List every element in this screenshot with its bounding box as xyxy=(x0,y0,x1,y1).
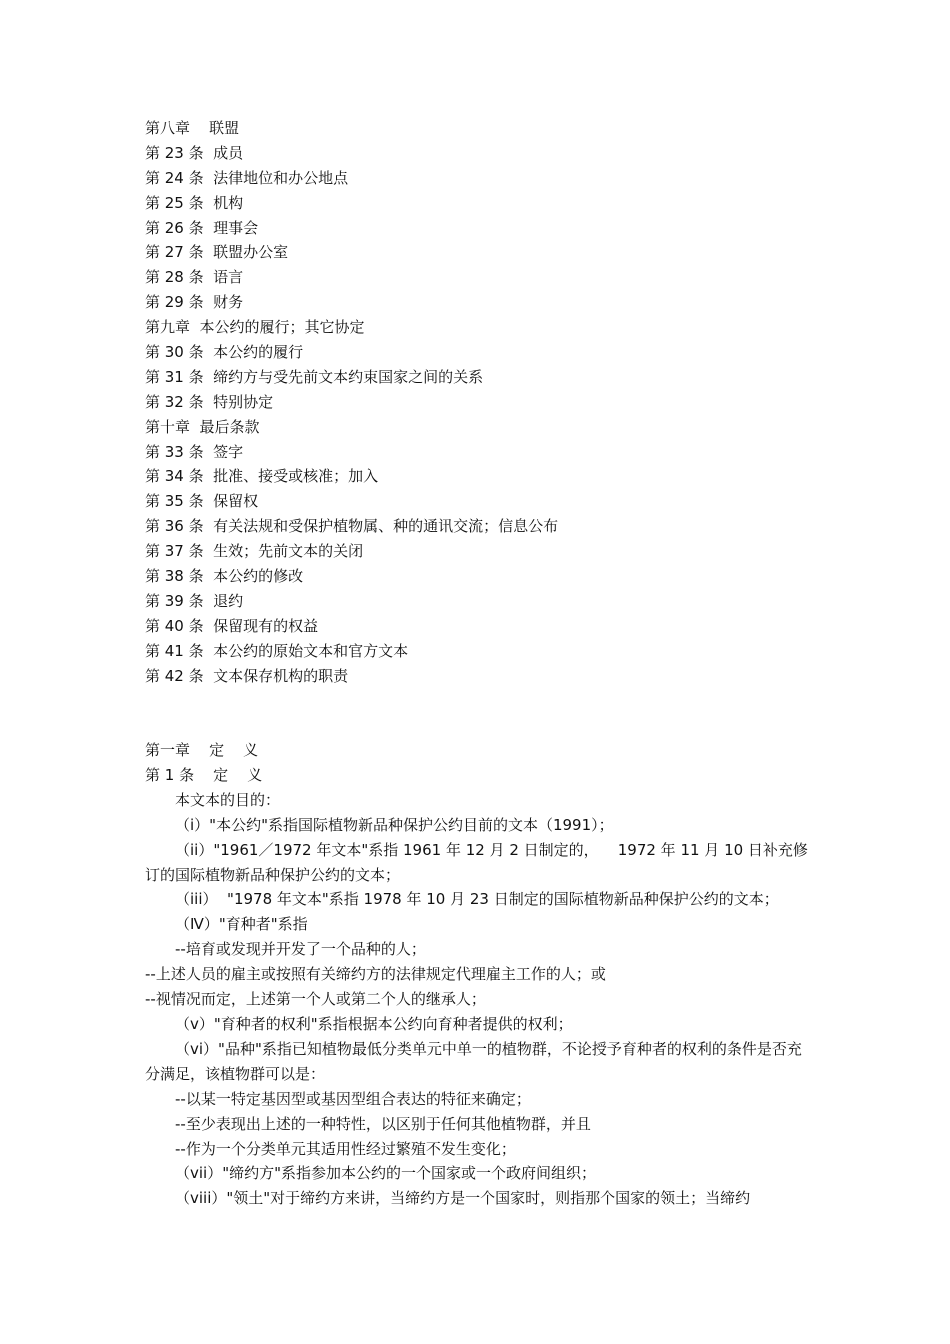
toc-article-40: 第 40 条 保留现有的权益 xyxy=(145,616,319,635)
definition-vi-bullet-3: --作为一个分类单元其适用性经过繁殖不发生变化； xyxy=(175,1139,516,1158)
definition-vi-bullet-1: --以某一特定基因型或基因型组合表达的特征来确定； xyxy=(175,1089,531,1108)
toc-article-26: 第 26 条 理事会 xyxy=(145,218,259,237)
toc-article-38: 第 38 条 本公约的修改 xyxy=(145,567,304,586)
toc-article-31: 第 31 条 缔约方与受先前文本约束国家之间的关系 xyxy=(145,367,484,386)
toc-article-42: 第 42 条 文本保存机构的职责 xyxy=(145,666,349,685)
toc-article-29: 第 29 条 财务 xyxy=(145,293,244,312)
article-heading: 第 1 条 定 义 xyxy=(145,765,263,784)
toc-chapter-10: 第十章 最后条款 xyxy=(145,417,260,436)
toc-article-33: 第 33 条 签字 xyxy=(145,442,244,461)
intro-paragraph: 本文本的目的： xyxy=(175,790,281,809)
definition-iv-bullet-3: --视情况而定，上述第一个人或第二个人的继承人； xyxy=(145,990,486,1009)
definition-viii: （viii）"领土"对于缔约方来讲，当缔约方是一个国家时，则指那个国家的领土；当缔约 xyxy=(175,1189,751,1208)
toc-article-32: 第 32 条 特别协定 xyxy=(145,392,274,411)
table-of-contents xyxy=(145,116,825,688)
toc-chapter-8: 第八章 联盟 xyxy=(145,119,240,137)
chapter-heading: 第一章 定 义 xyxy=(145,741,259,759)
toc-article-37: 第 37 条 生效；先前文本的关闭 xyxy=(145,542,364,561)
definition-ii: （ii）"1961／1972 年文本"系指 1961 年 12 月 2 日制定的， 1972 年 11 月 10 日补充修订的国际植物新品种保护公约的文本； xyxy=(145,840,808,884)
toc-article-27: 第 27 条 联盟办公室 xyxy=(145,243,289,262)
article-body xyxy=(145,738,809,1211)
toc-article-39: 第 39 条 退约 xyxy=(145,591,244,610)
toc-article-41: 第 41 条 本公约的原始文本和官方文本 xyxy=(145,641,409,660)
toc-chapter-9: 第九章 本公约的履行；其它协定 xyxy=(145,318,365,337)
definition-iv-bullet-1: --培育或发现并开发了一个品种的人； xyxy=(175,940,426,959)
toc-article-28: 第 28 条 语言 xyxy=(145,268,244,287)
toc-article-36: 第 36 条 有关法规和受保护植物属、种的通讯交流；信息公布 xyxy=(145,517,559,536)
definition-v: （v）"育种者的权利"系指根据本公约向育种者提供的权利； xyxy=(175,1014,573,1033)
toc-article-24: 第 24 条 法律地位和办公地点 xyxy=(145,168,349,187)
definition-vi: （vi）"品种"系指已知植物最低分类单元中单一的植物群，不论授予育种者的权利的条件是否充分满足，该植物群可以是： xyxy=(145,1039,802,1083)
definition-vi-bullet-2: --至少表现出上述的一种特性，以区别于任何其他植物群，并且 xyxy=(175,1114,591,1133)
definition-vii: （vii）"缔约方"系指参加本公约的一个国家或一个政府间组织； xyxy=(175,1164,597,1183)
definition-iii: （iii） "1978 年文本"系指 1978 年 10 月 23 日制定的国际植物新品种保护公约的文本； xyxy=(175,890,779,909)
definition-iv-bullet-2: --上述人员的雇主或按照有关缔约方的法律规定代理雇主工作的人；或 xyxy=(145,965,606,984)
definition-iv: （Ⅳ）"育种者"系指 xyxy=(175,915,308,934)
definition-i: （i）"本公约"系指国际植物新品种保护公约目前的文本（1991）； xyxy=(175,815,614,834)
toc-article-23: 第 23 条 成员 xyxy=(145,143,244,162)
toc-article-35: 第 35 条 保留权 xyxy=(145,492,259,511)
toc-article-30: 第 30 条 本公约的履行 xyxy=(145,343,304,362)
toc-article-25: 第 25 条 机构 xyxy=(145,193,244,212)
toc-article-34: 第 34 条 批准、接受或核准；加入 xyxy=(145,467,379,486)
